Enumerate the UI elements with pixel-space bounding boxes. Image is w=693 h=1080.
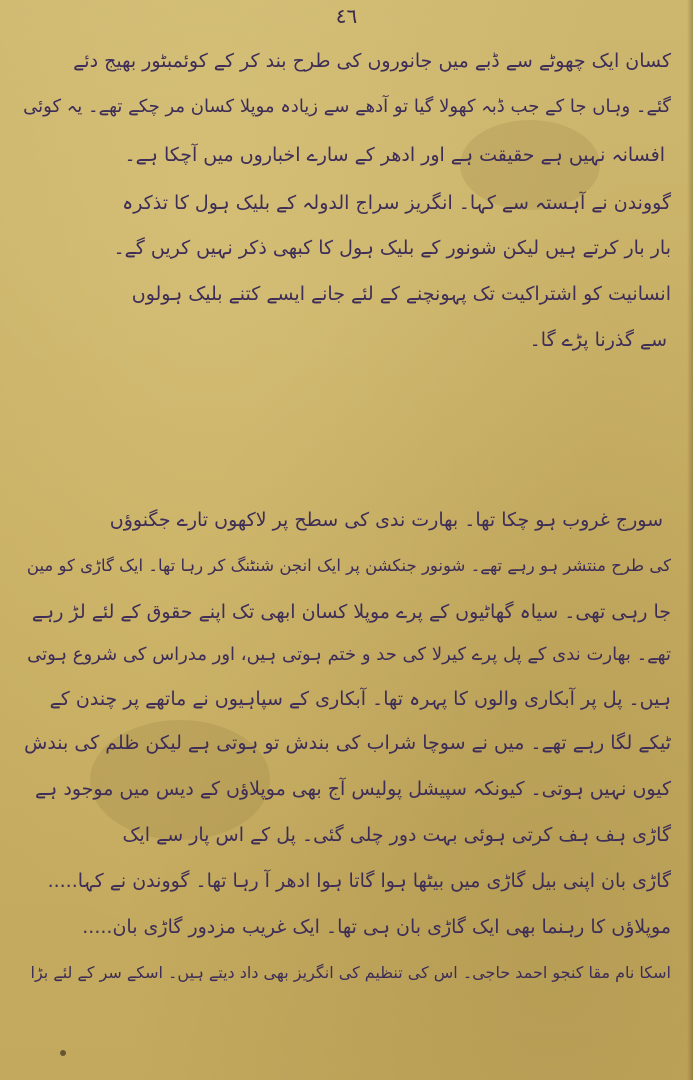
page-number: ٤٦	[335, 4, 358, 28]
text-line: گووندن نے آہستہ سے کہا۔ انگریز سراج الدولہ کے بلیک ہول کا تذکرہ	[122, 192, 671, 214]
text-line: موپلاؤں کا رہنما بھی ایک گاڑی بان ہی تھا۔ ایک غریب مزدور گاڑی بان.....	[82, 916, 671, 938]
text-line: گئے۔ وہاں جا کے جب ڈبہ کھولا گیا تو آدھے سے زیادہ موپلا کسان مر چکے تھے۔ یہ کوئی	[23, 96, 671, 117]
text-line: جا رہی تھی۔ سیاہ گھاٹیوں کے پرے موپلا کسان ابھی تک اپنے حقوق کے لئے لڑ رہے	[31, 601, 671, 623]
text-line: ٹیکے لگا رہے تھے۔ میں نے سوچا شراب کی بندش تو ہوتی ہے لیکن ظلم کی بندش	[24, 732, 671, 754]
text-line: گاڑی بان اپنی بیل گاڑی میں بیٹھا ہوا گاتا ہوا ادھر آ رہا تھا۔ گووندن نے کہا.....	[47, 870, 671, 892]
text-line: سے گذرنا پڑے گا۔	[529, 329, 667, 351]
text-line: افسانہ نہیں ہے حقیقت ہے اور ادھر کے سارے اخباروں میں آچکا ہے۔	[124, 144, 665, 166]
text-line: بار بار کرتے ہیں لیکن شونور کے بلیک ہول کا کبھی ذکر نہیں کریں گے۔	[113, 237, 671, 259]
text-line: انسانیت کو اشتراکیت تک پہونچنے کے لئے جانے ایسے کتنے بلیک ہولوں	[131, 283, 671, 305]
text-line: کسان ایک چھوٹے سے ڈبے میں جانوروں کی طرح بند کر کے کوئمبٹور بھیج دئے	[73, 50, 671, 72]
text-line: کیوں نہیں ہوتی۔ کیونکہ سپیشل پولیس آج بھی موپلاؤں کے دیس میں موجود ہے	[35, 778, 671, 800]
text-line: کی طرح منتشر ہو رہے تھے۔ شونور جنکشن پر ایک انجن شنٹنگ کر رہا تھا۔ ایک گاڑی کو مین	[26, 556, 671, 575]
text-line: اسکا نام مقا کنجو احمد حاجی۔ اس کی تنظیم کی انگریز بھی داد دیتے ہیں۔ اسکے سر کے لئے بڑا	[30, 963, 671, 982]
ink-speck	[60, 1050, 66, 1056]
text-line: سورج غروب ہو چکا تھا۔ بھارت ندی کی سطح پر لاکھوں تارے جگنوؤں	[109, 509, 663, 531]
text-line: گاڑی ہف ہف کرتی ہوئی بہت دور چلی گئی۔ پل کے اس پار سے ایک	[122, 824, 671, 846]
text-line: ہیں۔ پل پر آبکاری والوں کا پہرہ تھا۔ آبکاری کے سپاہیوں نے ماتھے پر چندن کے	[49, 688, 671, 710]
text-line: تھے۔ بھارت ندی کے پل پرے کیرلا کی حد و ختم ہوتی ہیں، اور مدراس کی شروع ہوتی	[27, 644, 671, 665]
